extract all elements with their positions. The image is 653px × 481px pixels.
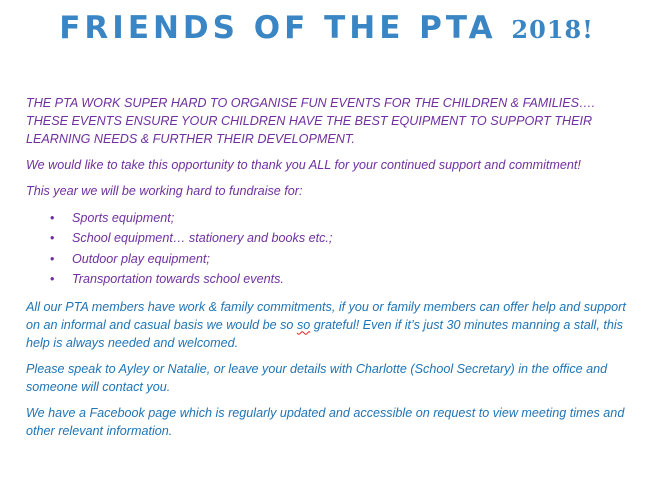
bullet-icon: • bbox=[50, 272, 55, 287]
list-item-text: Transportation towards school events. bbox=[72, 272, 284, 287]
help-paragraph bbox=[26, 298, 636, 352]
title-year: 2018! bbox=[511, 15, 594, 44]
document-body bbox=[26, 94, 636, 448]
fundraise-intro: This year we will be working hard to fundraise for: bbox=[26, 184, 303, 198]
list-item bbox=[50, 208, 636, 228]
thanks-paragraph: We would like to take this opportunity to thank you ALL for your continued support and commitment! bbox=[26, 158, 581, 172]
spellcheck-flagged-word: so bbox=[296, 317, 311, 332]
list-item-text: Outdoor play equipment; bbox=[72, 251, 210, 266]
help-text-before: All our PTA members have work & family commitments, if you or family members can offer help and support on an informal and casual basis we would be so bbox=[26, 299, 626, 332]
fundraise-list bbox=[26, 208, 636, 290]
contact-paragraph: Please speak to Ayley or Natalie, or leave your details with Charlotte (School Secretary) in the office and someone will contact you. bbox=[26, 361, 608, 394]
facebook-paragraph: We have a Facebook page which is regularly updated and accessible on request to view meeting times and other relevant information. bbox=[26, 405, 625, 438]
title-main: FRIENDS OF THE PTA bbox=[59, 10, 497, 46]
bullet-icon: • bbox=[50, 211, 55, 225]
list-item-text: Sports equipment; bbox=[72, 211, 175, 225]
page-title bbox=[0, 6, 653, 52]
bullet-icon: • bbox=[50, 251, 55, 266]
list-item bbox=[50, 228, 636, 248]
list-item bbox=[50, 269, 636, 289]
bullet-icon: • bbox=[50, 231, 55, 246]
list-item-text: School equipment… stationery and books etc.; bbox=[72, 231, 333, 246]
list-item bbox=[50, 249, 636, 269]
help-text-after: grateful! Even if it’s just 30 minutes manning a stall, this help is always needed and welcomed. bbox=[26, 317, 623, 350]
intro-paragraph: THE PTA WORK SUPER HARD TO ORGANISE FUN EVENTS FOR THE CHILDREN & FAMILIES…. THESE EVENTS ENSURE YOUR CHILDREN HAVE THE BEST EQUIPMENT TO SUPPORT THEIR LEARNING NEEDS & FURTHER THEIR DEVELOPMENT. bbox=[26, 96, 596, 146]
